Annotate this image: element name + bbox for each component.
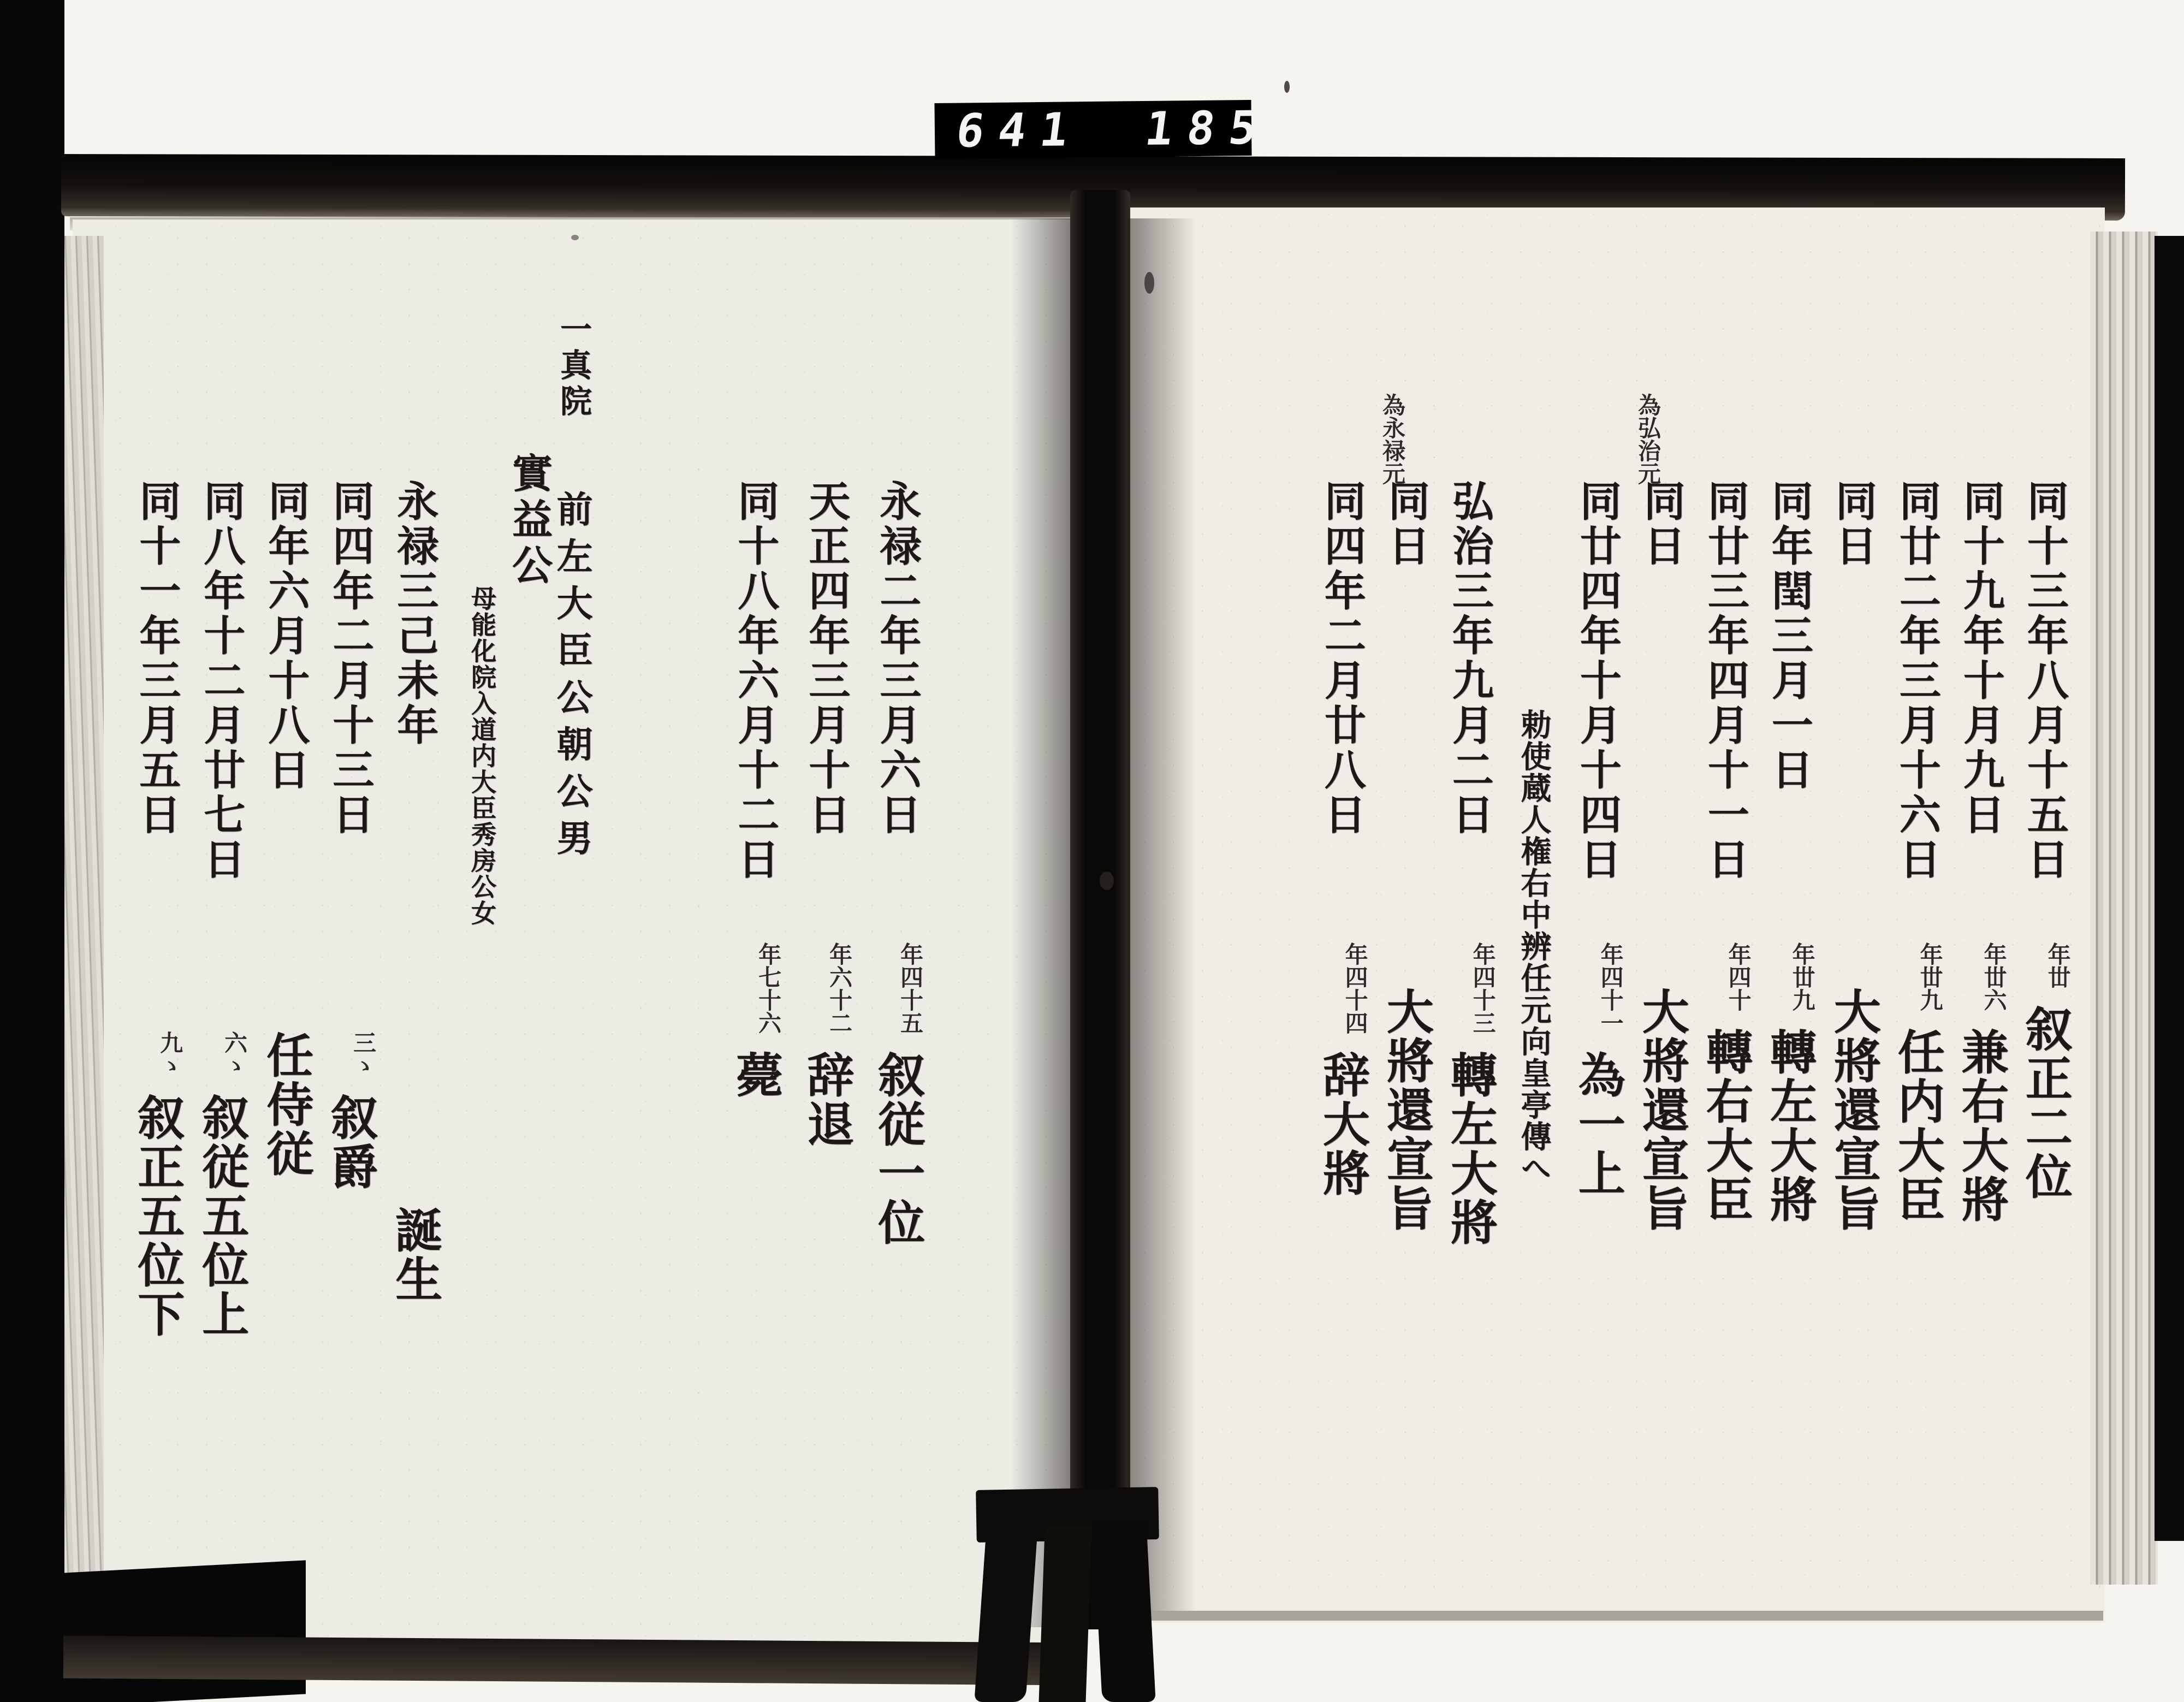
record-event: 叙爵 bbox=[323, 1093, 378, 1191]
record-column bbox=[1438, 479, 1502, 1632]
record-date: 天正四年三月十日 bbox=[802, 479, 851, 838]
posthumous-title: 一真院 bbox=[555, 312, 592, 420]
clamp-prong bbox=[1093, 1520, 1155, 1702]
record-event-block bbox=[1953, 942, 2009, 1224]
record-event: 大將還宣旨 bbox=[1378, 987, 1434, 1233]
record-event-block bbox=[1442, 942, 1498, 1247]
record-column bbox=[791, 479, 862, 1632]
record-date: 同廿四年十月十四日 bbox=[1573, 479, 1622, 882]
record-event: 任内大臣 bbox=[1889, 1028, 1945, 1224]
record-column bbox=[318, 479, 382, 1632]
frame-counter bbox=[934, 100, 1274, 159]
record-event-block bbox=[387, 1206, 443, 1304]
record-date: 同年六月十八日 bbox=[261, 479, 310, 793]
record-event: 轉右大臣 bbox=[1698, 1028, 1753, 1224]
record-date: 同年閏三月一日 bbox=[1765, 479, 1814, 793]
record-date: 同日 bbox=[1829, 479, 1878, 569]
record-column bbox=[720, 479, 791, 1632]
father-lineage: 前左大臣公朝公男 bbox=[550, 490, 593, 866]
record-event-block bbox=[1825, 987, 1881, 1233]
spine-shadow-right bbox=[1128, 218, 1197, 1620]
record-date: 同日 bbox=[1381, 479, 1431, 569]
age-annotation: 九ゝ bbox=[157, 1031, 184, 1077]
record-column bbox=[1757, 479, 1821, 1632]
page-edges-right bbox=[2090, 232, 2158, 1585]
scanner-bed-left-edge bbox=[0, 0, 64, 1702]
age-annotation: 年丗六 bbox=[1980, 942, 2008, 1011]
record-event: 薨 bbox=[728, 1051, 784, 1100]
age-annotation: 年六十二 bbox=[826, 942, 853, 1034]
record-event: 辞退 bbox=[799, 1051, 854, 1149]
age-annotation: 三ゝ bbox=[350, 1031, 377, 1077]
record-event: 大將還宣旨 bbox=[1825, 987, 1881, 1233]
record-event-block bbox=[1698, 942, 1753, 1224]
record-event-block bbox=[728, 942, 784, 1100]
record-event: 誕生 bbox=[387, 1206, 443, 1304]
record-date: 同日 bbox=[1637, 479, 1686, 569]
record-column bbox=[189, 479, 253, 1632]
frame-counter-left: 641 bbox=[953, 103, 1086, 158]
record-event-block bbox=[194, 1031, 250, 1339]
record-column bbox=[1629, 393, 1693, 1632]
record-event-block bbox=[1634, 987, 1689, 1233]
record-date: 同四年二月廿八日 bbox=[1317, 479, 1367, 838]
record-date: 弘治三年九月二日 bbox=[1445, 479, 1494, 838]
messenger-note: 勅使蔵人権右中辨任元向皇亭傳へ bbox=[1516, 709, 1552, 1184]
clamp-prong bbox=[1038, 1526, 1092, 1702]
ink-speck bbox=[571, 235, 579, 240]
record-event-block bbox=[129, 1031, 185, 1339]
subject-name: 實益公 bbox=[506, 452, 553, 590]
era-change-note: 為永禄元 bbox=[1379, 393, 1406, 485]
record-date: 同廿三年四月十一日 bbox=[1701, 479, 1750, 882]
record-event: 叙正五位下 bbox=[129, 1093, 185, 1339]
age-annotation: 年四十一 bbox=[1597, 942, 1624, 1034]
mother-lineage: 母能化院入道内大臣秀房公女 bbox=[467, 585, 497, 926]
record-column bbox=[1502, 479, 1565, 1632]
left-page-columns bbox=[124, 479, 447, 1632]
record-column bbox=[1310, 479, 1374, 1632]
record-column bbox=[1885, 479, 1949, 1632]
record-date: 同十九年十月九日 bbox=[1956, 479, 2005, 838]
age-annotation: 年七十六 bbox=[755, 942, 782, 1034]
age-annotation: 年四十五 bbox=[897, 942, 924, 1034]
book-spine bbox=[1070, 190, 1130, 1629]
age-annotation: 年四十四 bbox=[1342, 942, 1369, 1034]
record-event: 叙正二位 bbox=[2017, 1005, 2073, 1201]
record-event-block bbox=[1314, 942, 1370, 1198]
record-event-block bbox=[258, 1031, 314, 1178]
ink-speck bbox=[1284, 81, 1290, 93]
record-event-block bbox=[323, 1031, 378, 1191]
record-event-block bbox=[1378, 987, 1434, 1233]
record-column bbox=[253, 479, 318, 1632]
binding-clamp bbox=[972, 1488, 1167, 1702]
age-annotation: 年丗九 bbox=[1916, 942, 1944, 1011]
spine-shadow-left bbox=[1011, 218, 1075, 1627]
record-column bbox=[1374, 393, 1438, 1632]
age-annotation: 年四十三 bbox=[1469, 942, 1497, 1034]
age-annotation: 年丗九 bbox=[1789, 942, 1816, 1011]
left-page-closing-columns bbox=[720, 479, 933, 1632]
record-event: 兼右大將 bbox=[1953, 1028, 2009, 1224]
page-edges-left bbox=[64, 236, 104, 1623]
record-column bbox=[2013, 479, 2076, 1632]
record-event: 轉左大將 bbox=[1442, 1051, 1498, 1247]
record-column bbox=[1949, 479, 2013, 1632]
record-event: 為一上 bbox=[1570, 1051, 1625, 1198]
frame-counter-right: 185 bbox=[1142, 100, 1274, 156]
record-event: 任侍従 bbox=[258, 1031, 314, 1178]
record-event: 轉左大將 bbox=[1761, 1028, 1817, 1224]
record-date: 同十三年八月十五日 bbox=[2020, 479, 2069, 882]
record-date: 同四年二月十三日 bbox=[325, 479, 375, 838]
record-date: 同十一年三月五日 bbox=[132, 479, 181, 838]
record-column bbox=[1565, 479, 1629, 1632]
record-event: 叙従一位 bbox=[870, 1051, 925, 1247]
left-page-bottom-edge bbox=[63, 1635, 1082, 1685]
record-event: 大將還宣旨 bbox=[1634, 987, 1689, 1233]
scanner-bed-right-edge bbox=[2155, 236, 2184, 1541]
record-column bbox=[1693, 479, 1757, 1632]
record-event: 辞大將 bbox=[1314, 1051, 1370, 1198]
record-date: 同廿二年三月十六日 bbox=[1892, 479, 1942, 882]
record-column bbox=[1821, 479, 1885, 1632]
ink-speck bbox=[1100, 871, 1114, 890]
ink-speck bbox=[1144, 272, 1154, 294]
record-event-block bbox=[1889, 942, 1945, 1224]
record-event-block bbox=[870, 942, 925, 1247]
age-annotation: 年四十 bbox=[1725, 942, 1752, 1011]
record-event-block bbox=[2017, 942, 2073, 1201]
record-column bbox=[382, 479, 447, 1632]
record-event: 叙従五位上 bbox=[194, 1093, 250, 1339]
record-date: 永禄二年三月六日 bbox=[873, 479, 922, 838]
messenger-line bbox=[1518, 479, 1550, 1632]
right-page-columns bbox=[1246, 393, 2076, 1632]
record-event-block bbox=[1570, 942, 1625, 1198]
record-date-line bbox=[391, 479, 437, 1632]
age-annotation: 年丗 bbox=[2044, 942, 2072, 988]
record-date: 同八年十二月廿七日 bbox=[197, 479, 246, 882]
record-date: 同十八年六月十二日 bbox=[731, 479, 780, 882]
clamp-prong bbox=[974, 1520, 1038, 1702]
record-event-block bbox=[1761, 942, 1817, 1224]
record-event-block bbox=[799, 942, 854, 1149]
era-change-note: 為弘治元 bbox=[1635, 393, 1661, 485]
age-annotation: 六ゝ bbox=[221, 1031, 248, 1077]
record-column bbox=[124, 479, 189, 1632]
record-column bbox=[862, 479, 933, 1632]
record-date: 永禄三己未年 bbox=[390, 479, 439, 748]
